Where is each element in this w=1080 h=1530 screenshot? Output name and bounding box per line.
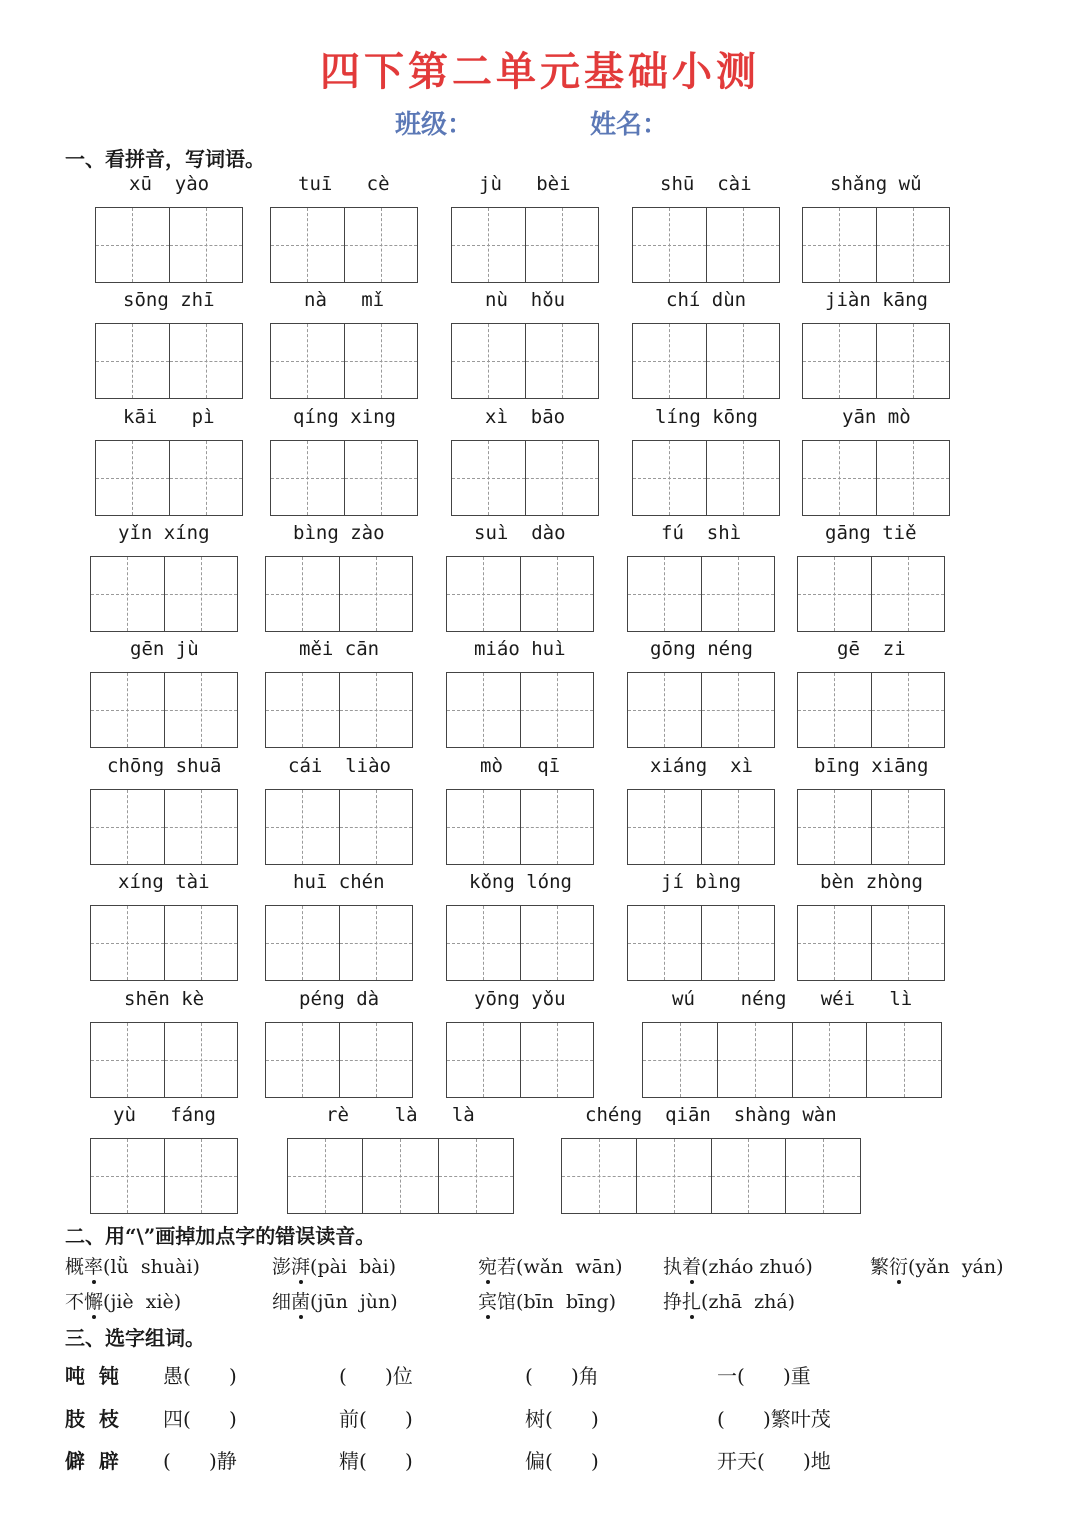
choice-chars: 僻 辟 — [65, 1449, 119, 1473]
writing-box[interactable] — [90, 556, 238, 632]
reading-char: 概 — [65, 1256, 85, 1278]
writing-box[interactable] — [632, 323, 780, 399]
writing-box[interactable] — [627, 672, 775, 748]
writing-box[interactable] — [446, 905, 594, 981]
writing-cell[interactable] — [345, 324, 418, 398]
writing-cell[interactable] — [452, 441, 526, 515]
writing-cell[interactable] — [439, 1139, 513, 1213]
writing-cell[interactable] — [271, 208, 345, 282]
writing-cell[interactable] — [872, 790, 945, 864]
writing-box[interactable] — [451, 207, 599, 283]
writing-cell[interactable] — [447, 1023, 521, 1097]
reading-options: (zháo zhuó) — [701, 1256, 813, 1278]
writing-cell[interactable] — [702, 790, 775, 864]
pinyin-label: xū yào — [129, 173, 210, 195]
pinyin-label: bìng zào — [293, 522, 385, 544]
reading-char: 繁 — [870, 1256, 890, 1278]
writing-cell[interactable] — [628, 673, 702, 747]
writing-box[interactable] — [90, 1138, 238, 1214]
writing-cell[interactable] — [447, 906, 521, 980]
pinyin-label: jiàn kāng — [825, 289, 928, 311]
writing-box[interactable] — [287, 1138, 514, 1214]
reading-char: 着 — [682, 1256, 702, 1278]
writing-cell[interactable] — [340, 790, 413, 864]
pinyin-label: yù fáng — [113, 1104, 216, 1126]
writing-cell[interactable] — [340, 557, 413, 631]
writing-cell[interactable] — [165, 557, 238, 631]
writing-cell[interactable] — [91, 906, 165, 980]
writing-cell[interactable] — [340, 1023, 413, 1097]
writing-cell[interactable] — [170, 324, 243, 398]
writing-box[interactable] — [561, 1138, 861, 1214]
section3-heading: 三、选字组词。 — [65, 1326, 205, 1350]
writing-cell[interactable] — [718, 1023, 793, 1097]
writing-cell[interactable] — [872, 557, 945, 631]
reading-item — [478, 1252, 623, 1279]
writing-cell[interactable] — [271, 324, 345, 398]
writing-cell[interactable] — [165, 1139, 238, 1213]
pinyin-label: kǒng lóng — [469, 871, 572, 893]
writing-cell[interactable] — [803, 441, 877, 515]
reading-char: 湃 — [291, 1256, 311, 1278]
pinyin-label: jù bèi — [479, 173, 571, 195]
writing-cell[interactable] — [96, 441, 170, 515]
writing-cell[interactable] — [96, 324, 170, 398]
reading-char: 不 — [65, 1291, 85, 1313]
reading-options: (lǜ shuài) — [103, 1256, 200, 1278]
writing-box[interactable] — [632, 440, 780, 516]
class-label: 班级： — [395, 110, 474, 140]
word-blank[interactable]: 树( ) — [525, 1407, 599, 1431]
writing-box[interactable] — [797, 905, 945, 981]
pinyin-label: bīng xiāng — [814, 755, 929, 777]
reading-item — [65, 1287, 181, 1314]
reading-item — [663, 1252, 813, 1279]
word-blank[interactable]: ( )繁叶茂 — [717, 1407, 831, 1431]
pinyin-label: miáo huì — [474, 638, 566, 660]
writing-cell[interactable] — [363, 1139, 438, 1213]
writing-cell[interactable] — [170, 208, 243, 282]
section1-heading: 一、看拼音，写词语。 — [65, 147, 265, 171]
writing-box[interactable] — [627, 556, 775, 632]
writing-box[interactable] — [270, 323, 418, 399]
writing-cell[interactable] — [633, 208, 707, 282]
reading-item — [663, 1287, 795, 1314]
writing-cell[interactable] — [266, 790, 340, 864]
writing-box[interactable] — [802, 323, 950, 399]
writing-cell[interactable] — [288, 1139, 363, 1213]
writing-box[interactable] — [270, 440, 418, 516]
writing-cell[interactable] — [628, 557, 702, 631]
writing-cell[interactable] — [526, 441, 599, 515]
reading-options: (zhā zhá) — [701, 1291, 796, 1313]
writing-cell[interactable] — [96, 208, 170, 282]
writing-box[interactable] — [265, 672, 413, 748]
section2-heading: 二、用“\”画掉加点字的错误读音。 — [65, 1224, 376, 1248]
reading-options: (yǎn yán) — [908, 1256, 1004, 1278]
writing-cell[interactable] — [91, 1139, 165, 1213]
pinyin-label: gōng néng — [650, 638, 753, 660]
pinyin-label: suì dào — [474, 522, 566, 544]
pinyin-label: chōng shuā — [107, 755, 222, 777]
writing-cell[interactable] — [526, 208, 599, 282]
writing-box[interactable] — [95, 323, 243, 399]
writing-box[interactable] — [802, 207, 950, 283]
reading-char: 执 — [663, 1256, 683, 1278]
writing-cell[interactable] — [271, 441, 345, 515]
writing-cell[interactable] — [872, 906, 945, 980]
writing-cell[interactable] — [803, 324, 877, 398]
writing-box[interactable] — [797, 789, 945, 865]
writing-cell[interactable] — [702, 557, 775, 631]
word-blank[interactable]: 四( ) — [163, 1407, 237, 1431]
pinyin-label: jí bìng — [661, 871, 742, 893]
name-label: 姓名： — [590, 110, 669, 140]
word-blank[interactable]: 前( ) — [339, 1407, 413, 1431]
writing-box[interactable] — [451, 440, 599, 516]
pinyin-label: fú shì — [661, 522, 742, 544]
pinyin-label: chéng qiān shàng wàn — [585, 1104, 837, 1126]
writing-cell[interactable] — [526, 324, 599, 398]
writing-cell[interactable] — [877, 208, 950, 282]
writing-cell[interactable] — [521, 790, 594, 864]
writing-box[interactable] — [95, 207, 243, 283]
word-blank[interactable]: ( )静 — [163, 1449, 237, 1473]
pinyin-label: nà mǐ — [304, 289, 385, 311]
pinyin-label: wú néng wéi lì — [672, 988, 913, 1010]
writing-box[interactable] — [265, 1022, 413, 1098]
writing-cell[interactable] — [803, 208, 877, 282]
writing-cell[interactable] — [521, 557, 594, 631]
writing-cell[interactable] — [91, 557, 165, 631]
pinyin-label: péng dà — [299, 988, 380, 1010]
writing-box[interactable] — [797, 556, 945, 632]
writing-cell[interactable] — [340, 906, 413, 980]
writing-cell[interactable] — [562, 1139, 637, 1213]
choice-chars: 肢 枝 — [65, 1407, 119, 1431]
choice-chars: 吨 钝 — [65, 1364, 119, 1388]
pinyin-label: yōng yǒu — [474, 988, 566, 1010]
pinyin-label: sōng zhī — [123, 289, 215, 311]
writing-cell[interactable] — [707, 208, 780, 282]
reading-options: (jiè xiè) — [103, 1291, 182, 1313]
writing-cell[interactable] — [340, 673, 413, 747]
writing-box[interactable] — [90, 1022, 238, 1098]
writing-cell[interactable] — [637, 1139, 712, 1213]
writing-cell[interactable] — [628, 790, 702, 864]
writing-cell[interactable] — [521, 906, 594, 980]
writing-box[interactable] — [265, 556, 413, 632]
reading-char: 细 — [272, 1291, 292, 1313]
writing-cell[interactable] — [345, 441, 418, 515]
writing-box[interactable] — [797, 672, 945, 748]
writing-cell[interactable] — [91, 790, 165, 864]
pinyin-label: xì bāo — [485, 406, 566, 428]
reading-char: 宛 — [478, 1256, 498, 1278]
reading-options: (bīn bīng) — [516, 1291, 617, 1313]
writing-box[interactable] — [90, 672, 238, 748]
pinyin-label: měi cān — [299, 638, 380, 660]
writing-box[interactable] — [632, 207, 780, 283]
word-blank[interactable]: 愚( ) — [163, 1364, 237, 1388]
writing-box[interactable] — [446, 789, 594, 865]
writing-cell[interactable] — [91, 1023, 165, 1097]
writing-box[interactable] — [265, 905, 413, 981]
pinyin-label: tuī cè — [298, 173, 390, 195]
writing-box[interactable] — [627, 905, 775, 981]
writing-cell[interactable] — [628, 906, 702, 980]
writing-cell[interactable] — [165, 790, 238, 864]
page-title: 四下第二单元基础小测 — [320, 48, 760, 95]
writing-box[interactable] — [95, 440, 243, 516]
pinyin-label: huī chén — [293, 871, 385, 893]
reading-item — [870, 1252, 1004, 1279]
writing-cell[interactable] — [798, 790, 872, 864]
reading-options: (wǎn wān) — [516, 1256, 623, 1278]
word-blank[interactable]: 偏( ) — [525, 1449, 599, 1473]
writing-cell[interactable] — [633, 441, 707, 515]
writing-cell[interactable] — [702, 673, 775, 747]
word-blank[interactable]: 精( ) — [339, 1449, 413, 1473]
writing-cell[interactable] — [521, 673, 594, 747]
writing-box[interactable] — [627, 789, 775, 865]
writing-cell[interactable] — [707, 324, 780, 398]
pinyin-label: bèn zhòng — [820, 871, 923, 893]
pinyin-label: xíng tài — [118, 871, 210, 893]
writing-cell[interactable] — [452, 324, 526, 398]
writing-box[interactable] — [642, 1022, 942, 1098]
reading-options: (pài bài) — [310, 1256, 397, 1278]
writing-box[interactable] — [446, 672, 594, 748]
writing-cell[interactable] — [345, 208, 418, 282]
writing-box[interactable] — [451, 323, 599, 399]
writing-cell[interactable] — [165, 1023, 238, 1097]
pinyin-label: shǎng wǔ — [830, 173, 922, 195]
pinyin-label: shū cài — [660, 173, 752, 195]
writing-cell[interactable] — [798, 673, 872, 747]
pinyin-label: gē zi — [837, 638, 906, 660]
reading-item — [478, 1287, 616, 1314]
writing-box[interactable] — [90, 789, 238, 865]
writing-cell[interactable] — [867, 1023, 941, 1097]
writing-cell[interactable] — [633, 324, 707, 398]
word-blank[interactable]: ( )角 — [525, 1364, 599, 1388]
writing-cell[interactable] — [447, 557, 521, 631]
reading-item — [65, 1252, 200, 1279]
reading-options: (jūn jùn) — [310, 1291, 398, 1313]
reading-char: 澎 — [272, 1256, 292, 1278]
reading-char: 挣 — [663, 1291, 683, 1313]
writing-cell[interactable] — [798, 557, 872, 631]
writing-cell[interactable] — [793, 1023, 868, 1097]
writing-cell[interactable] — [643, 1023, 718, 1097]
writing-box[interactable] — [446, 556, 594, 632]
writing-cell[interactable] — [165, 673, 238, 747]
word-blank[interactable]: ( )位 — [339, 1364, 413, 1388]
reading-char: 衍 — [889, 1256, 909, 1278]
pinyin-label: shēn kè — [124, 988, 205, 1010]
word-blank[interactable]: 开天( )地 — [717, 1449, 831, 1473]
writing-cell[interactable] — [91, 673, 165, 747]
writing-cell[interactable] — [798, 906, 872, 980]
writing-box[interactable] — [802, 440, 950, 516]
reading-item — [272, 1287, 398, 1314]
reading-char: 馆 — [497, 1291, 517, 1313]
writing-cell[interactable] — [266, 557, 340, 631]
pinyin-label: nù hǒu — [485, 289, 566, 311]
reading-char: 率 — [84, 1256, 104, 1278]
writing-cell[interactable] — [712, 1139, 787, 1213]
writing-cell[interactable] — [266, 673, 340, 747]
writing-cell[interactable] — [452, 208, 526, 282]
pinyin-label: cái liào — [288, 755, 391, 777]
writing-box[interactable] — [265, 789, 413, 865]
writing-cell[interactable] — [786, 1139, 860, 1213]
writing-cell[interactable] — [702, 906, 775, 980]
reading-item — [272, 1252, 396, 1279]
writing-box[interactable] — [90, 905, 238, 981]
writing-box[interactable] — [446, 1022, 594, 1098]
pinyin-label: yǐn xíng — [118, 522, 210, 544]
writing-cell[interactable] — [707, 441, 780, 515]
pinyin-label: rè là là — [326, 1104, 475, 1126]
pinyin-label: yān mò — [842, 406, 911, 428]
pinyin-label: xiáng xì — [650, 755, 753, 777]
writing-cell[interactable] — [165, 906, 238, 980]
reading-char: 扎 — [682, 1291, 702, 1313]
reading-char: 若 — [497, 1256, 517, 1278]
reading-char: 懈 — [84, 1291, 104, 1313]
pinyin-label: qíng xing — [293, 406, 396, 428]
writing-cell[interactable] — [872, 673, 945, 747]
writing-box[interactable] — [270, 207, 418, 283]
pinyin-label: mò qī — [480, 755, 561, 777]
writing-cell[interactable] — [266, 1023, 340, 1097]
pinyin-label: gēn jù — [130, 638, 199, 660]
pinyin-label: kāi pì — [123, 406, 215, 428]
writing-cell[interactable] — [447, 790, 521, 864]
pinyin-label: líng kōng — [655, 406, 758, 428]
writing-cell[interactable] — [877, 324, 950, 398]
writing-cell[interactable] — [521, 1023, 594, 1097]
reading-char: 菌 — [291, 1291, 311, 1313]
pinyin-label: chí dùn — [666, 289, 747, 311]
word-blank[interactable]: 一( )重 — [717, 1364, 811, 1388]
pinyin-label: gāng tiě — [825, 522, 917, 544]
writing-cell[interactable] — [877, 441, 950, 515]
writing-cell[interactable] — [266, 906, 340, 980]
reading-char: 宾 — [478, 1291, 498, 1313]
writing-cell[interactable] — [447, 673, 521, 747]
writing-cell[interactable] — [170, 441, 243, 515]
